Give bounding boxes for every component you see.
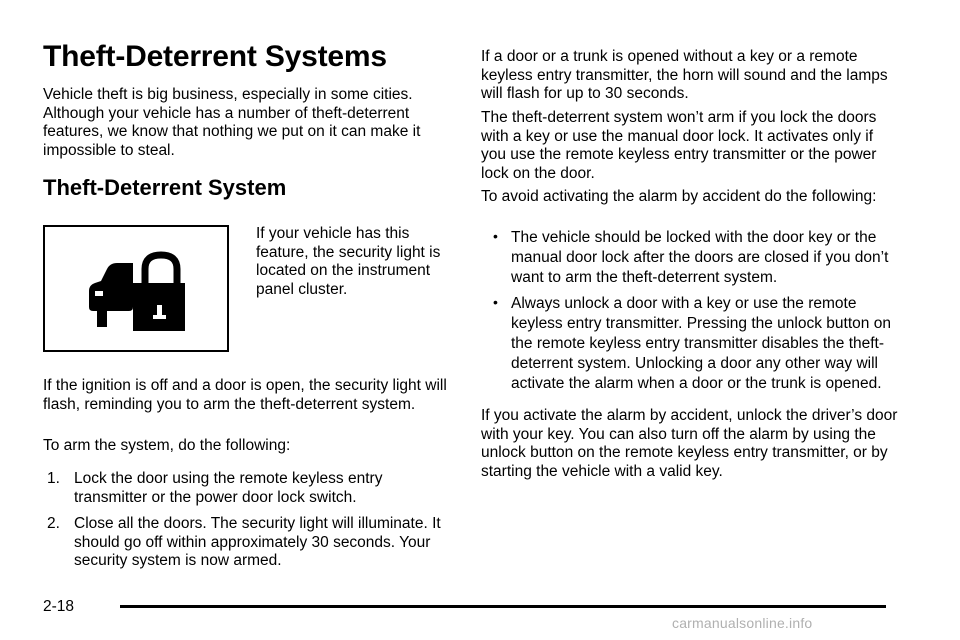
page-number: 2-18: [43, 598, 75, 615]
ignition-paragraph: If the ignition is off and a door is open, the security light will flash, reminding you to arm the theft-deterrent system.: [43, 377, 447, 413]
step-number: 1.: [47, 470, 60, 487]
right-paragraph-4: If you activate the alarm by accident, unlock the driver’s door with your key. You can also turn off the alarm by using the unlock button on the remote keyless entry transmitter, or by starting the vehicle with a valid key.: [481, 407, 898, 480]
page-title: Theft-Deterrent Systems: [43, 40, 387, 73]
list-item: [493, 228, 893, 288]
intro-paragraph: Vehicle theft is big business, especially in some cities. Although your vehicle has a number of theft-deterrent features, we know that nothing we put on it can make it impossible to steal.: [43, 86, 421, 159]
footer-divider: [120, 605, 886, 608]
section-heading: Theft-Deterrent System: [43, 175, 287, 200]
security-light-icon: [87, 247, 187, 337]
arm-steps-list: [47, 470, 457, 571]
bullet-icon: •: [493, 294, 498, 310]
step-text: Lock the door using the remote keyless entry transmitter or the power door lock switch.: [74, 470, 383, 506]
list-item: [47, 515, 457, 571]
right-paragraph-1: If a door or a trunk is opened without a key or a remote keyless entry transmitter, the horn will sound and the lamps will flash for up to 30 seconds.: [481, 48, 888, 102]
step-number: 2.: [47, 515, 60, 532]
list-item: [47, 470, 457, 507]
right-paragraph-3: To avoid activating the alarm by accident do the following:: [481, 188, 877, 205]
step-text: Close all the doors. The security light will illuminate. It should go off within approximately 30 seconds. Your security system is now armed.: [74, 515, 441, 569]
bullet-icon: •: [493, 228, 498, 244]
list-item: [493, 294, 893, 394]
icon-caption: If your vehicle has this feature, the security light is located on the instrument panel cluster.: [256, 225, 441, 298]
bullet-text: The vehicle should be locked with the door key or the manual door lock after the doors are closed if you don’t want to arm the theft-deterrent system.: [511, 229, 889, 286]
right-paragraph-2: The theft-deterrent system won’t arm if you lock the doors with a key or use the manual door lock. It activates only if you use the remote keyless entry transmitter or the power lock on the door.: [481, 109, 877, 182]
arm-intro: To arm the system, do the following:: [43, 437, 291, 454]
bullet-text: Always unlock a door with a key or use the remote keyless entry transmitter. Pressing the unlock button on the remote keyless entry transmitter disables the theft-deterrent system. Unlocking a door any other way will activate the alarm when a door or the trunk is opened.: [511, 295, 891, 392]
watermark: carmanualsonline.info: [672, 615, 813, 631]
avoid-alarm-list: [493, 228, 893, 394]
security-light-figure: [43, 225, 229, 352]
